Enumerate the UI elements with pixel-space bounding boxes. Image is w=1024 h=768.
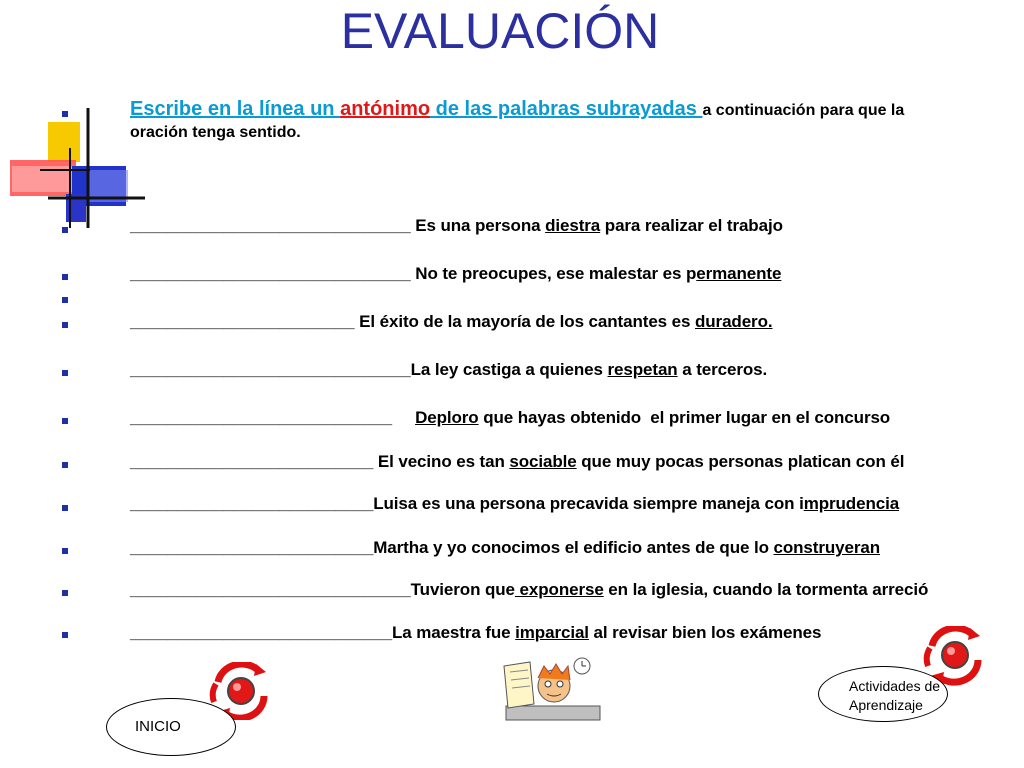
sentence-text: al revisar bien los exámenes [588,623,822,642]
answer-blank[interactable]: ______________________________ [130,360,411,379]
instruction-text [130,98,920,144]
exercise-item [130,312,960,332]
bullet [62,632,68,638]
instruction-part4: a continuación para que la oración tenga sentido. [130,102,905,141]
exercise-item [130,538,960,558]
page-title: EVALUACIÓN [340,3,660,59]
exercise-item [130,408,960,428]
decorative-squares-graphic [10,108,145,228]
bullet [62,548,68,554]
answer-blank[interactable]: __________________________ [130,538,374,557]
answer-blank[interactable]: ______________________________ [130,580,411,599]
answer-blank[interactable]: ________________________ [130,312,355,331]
sentence-text: No te preocupes, ese malestar es p [410,264,697,283]
exercise-item [130,360,960,380]
sentence-text: Luisa es una persona precavida siempre maneja con i [373,494,804,513]
underlined-word: construyeran [773,538,881,557]
bullet [62,505,68,511]
sentence-text: La ley castiga a quienes [410,360,608,379]
sentence-text: La maestra fue [391,623,516,642]
underlined-word: mprudencia [803,494,900,513]
answer-blank[interactable]: ____________________________ [130,408,392,427]
sentence-text: Tuvieron que [410,580,515,599]
sentence-text [392,408,415,427]
instruction-keyword: antónimo [340,98,431,120]
bullet [62,274,68,280]
answer-blank[interactable]: ______________________________ [130,264,411,283]
home-button-label: INICIO [135,718,181,735]
underlined-word: sociable [509,452,577,471]
underlined-word: imparcial [515,623,589,642]
activities-button[interactable] [818,666,948,722]
underlined-word: Deploro [415,408,479,427]
exercise-item [130,216,960,236]
answer-blank[interactable]: ______________________________ [130,216,411,235]
sentence-text: El vecino es tan [373,452,510,471]
bullet [62,590,68,596]
exercise-item [130,580,960,600]
exercise-item [130,623,960,643]
bullet [62,111,68,117]
bullet [62,418,68,424]
bullet [62,370,68,376]
bullet [62,227,68,233]
sentence-text: Es una persona [410,216,546,235]
student-writing-clipart [500,656,606,728]
bullet [62,462,68,468]
sentence-text: para realizar el trabajo [600,216,783,235]
sentence-text: El éxito de la mayoría de los cantantes es [354,312,695,331]
underlined-word: exponerse [514,580,604,599]
sentence-text: Martha y yo conocimos el edificio antes de que lo [373,538,774,557]
bullet [62,297,68,303]
exercise-item [130,494,960,514]
home-button[interactable] [106,698,236,756]
instruction-part1: Escribe en la línea un [130,98,341,120]
exercise-item [130,452,960,472]
answer-blank[interactable]: __________________________ [130,494,374,513]
underlined-word: respetan [607,360,678,379]
underlined-word: duradero. [694,312,773,331]
answer-blank[interactable]: __________________________ [130,452,374,471]
sentence-text: que muy pocas personas platican con él [576,452,905,471]
underlined-word: ermanente [696,264,782,283]
exercise-item [130,264,960,284]
activities-button-label: Actividades de Aprendizaje [849,678,941,713]
sentence-text: a terceros. [677,360,768,379]
bullet [62,322,68,328]
underlined-word: diestra [545,216,601,235]
instruction-part3: de las palabras subrayadas [430,98,703,120]
sentence-text: en la iglesia, cuando la tormenta arreció [603,580,929,599]
sentence-text: que hayas obtenido el primer lugar en el concurso [478,408,891,427]
answer-blank[interactable]: ____________________________ [130,623,392,642]
